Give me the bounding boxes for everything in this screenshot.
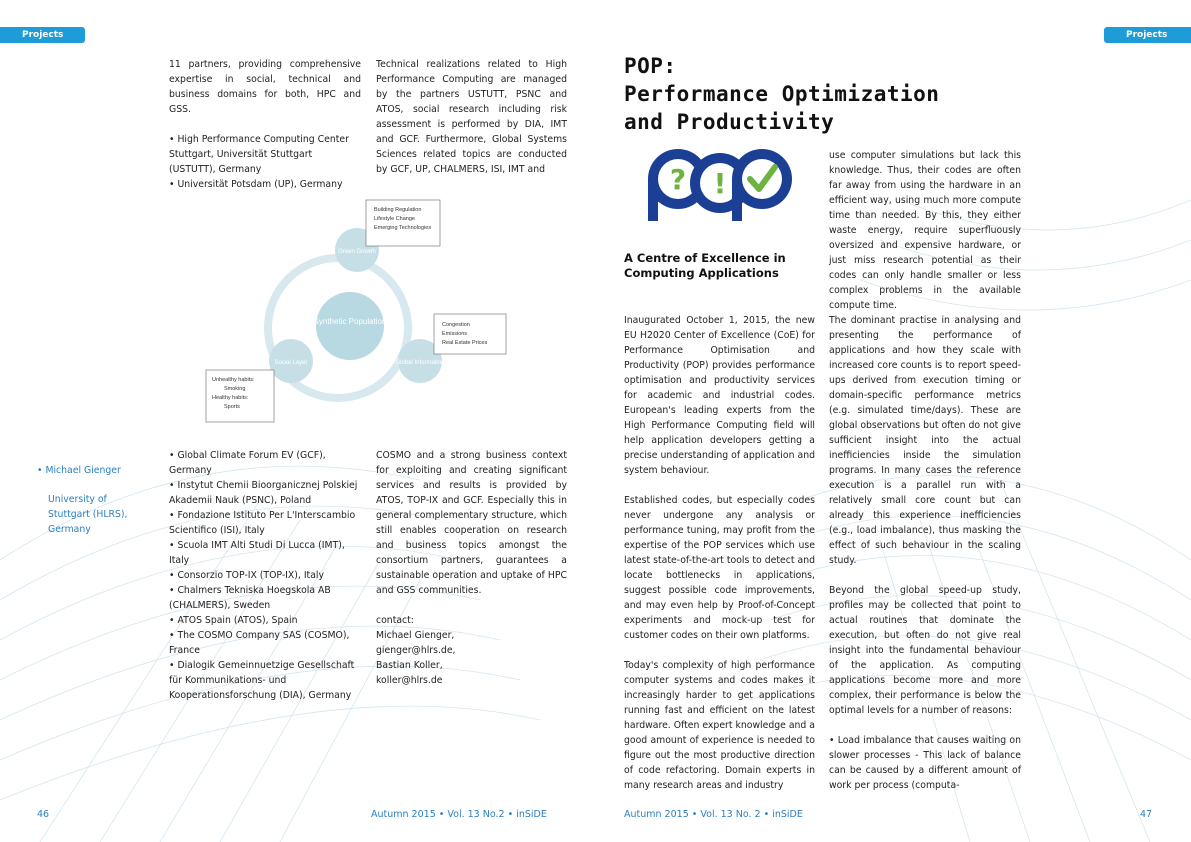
top-box-item: Emerging Technologies	[374, 225, 432, 231]
title-line: and Productivity	[624, 110, 835, 134]
article-subtitle	[624, 251, 786, 281]
right-box-item: Congestion	[442, 322, 470, 328]
list-item: • Load imbalance that causes waiting on slower processes - This lack of balance can be caused by a different amount of work per process (computa-	[829, 735, 1021, 791]
paragraph: Established codes, but especially codes never undergone any analysis or performance tuning, may profit from the expertise of the POP services which use latest state-of-the-art tools to detect and locate bottlenecks in applications, suggest possible code improvements, and may even help by Proof-of-Concept experiments and mock-up test for customer codes on their own platforms.	[624, 495, 815, 641]
left-box-item: Unhealthy habits:	[212, 377, 255, 383]
column-1-bottom	[169, 448, 361, 703]
top-box-item: Building Regulation	[374, 207, 422, 213]
author-affiliation: University of Stuttgart (HLRS), Germany	[48, 494, 128, 535]
exclamation-mark-icon: !	[713, 167, 727, 200]
contact-email[interactable]: gienger@hlrs.de,	[376, 645, 456, 656]
question-mark-icon: ?	[669, 163, 687, 196]
column-2-top	[376, 57, 567, 177]
subtitle-line: Computing Applications	[624, 266, 779, 280]
pop-logo	[640, 143, 800, 223]
paragraph: Beyond the global speed-up study, profiles may be collected that point to actual routines that dominate the execution, but often do not give real insight into the fundamental behaviour of the application. As computing applications become more and more complex, their performance is below the optimal levels for a number of reasons:	[829, 585, 1021, 716]
column-4-top	[829, 148, 1021, 313]
author-name: • Michael Gienger	[37, 465, 121, 476]
column-3	[624, 313, 815, 793]
contact-line: Bastian Koller,	[376, 660, 443, 671]
top-box-item: Lifestyle Change	[374, 216, 415, 222]
logo-p-stem-left	[648, 179, 658, 221]
list-item: • ATOS Spain (ATOS), Spain	[169, 615, 298, 626]
synthetic-population-diagram	[198, 196, 510, 428]
left-box-item: Sports	[224, 404, 240, 410]
right-node-label: Global Information	[395, 360, 445, 366]
contact-line: contact:	[376, 615, 414, 626]
issue-info-right: Autumn 2015 • Vol. 13 No. 2 • inSiDE	[624, 809, 803, 820]
list-item: • Instytut Chemii Bioorganicznej Polskiej Akademii Nauk (PSNC), Poland	[169, 480, 358, 506]
logo-p-stem-right	[732, 179, 742, 221]
subtitle-line: A Centre of Excellence in	[624, 251, 786, 265]
list-item: • Chalmers Tekniska Hoegskola AB (CHALMERS), Sweden	[169, 585, 331, 611]
issue-info-left: Autumn 2015 • Vol. 13 No.2 • inSiDE	[371, 809, 547, 820]
list-item: • Scuola IMT Alti Studi Di Lucca (IMT), Italy	[169, 540, 345, 566]
title-line: POP:	[624, 54, 677, 78]
list-item: • Fondazione Istituto Per L'Interscambio Scientifico (ISI), Italy	[169, 510, 356, 536]
paragraph: The dominant practise in analysing and presenting the performance of applications and how they scale with increased core counts is to report speed-ups derived from execution timing or domain-specific performance metrics (e.g. simulated time/days). These are global observations but often do not give sufficient insight into the actual inefficiencies inside the simulation programs. In many cases the reference execution is a parallel run with a relatively small core count but can already this experience inefficiencies (e.g., load imbalance), thus masking the effect of such behaviour in the scaling study.	[829, 315, 1021, 566]
paragraph: COSMO and a strong business context for exploiting and creating significant services and results is provided by ATOS, TOP-IX and GCF. Especially this in general complementary structure, which still enables cooperation on research and business topics amongst the consortium partners, guarantees a sustainable operation and uptake of HPC and GSS communities.	[376, 450, 567, 596]
title-line: Performance Optimization	[624, 82, 940, 106]
list-item: • Universität Potsdam (UP), Germany	[169, 179, 343, 190]
paragraph: Technical realizations related to High Performance Computing are managed by the partners USTUTT, PSNC and ATOS, social research including risk assessment is performed by DIA, IMT and GCF. Furthermore, Global Systems Sciences related topics are conducted by GCF, UP, CHALMERS, ISI, IMT and	[376, 59, 567, 175]
left-node-label: Social Layer	[274, 360, 308, 366]
page-number-right: 47	[1140, 809, 1153, 820]
section-tab-right: Projects	[1104, 27, 1191, 43]
center-node	[316, 292, 384, 360]
right-box-item: Emissions	[442, 331, 468, 337]
column-1-top	[169, 57, 361, 192]
top-node-label: Green Growth	[338, 249, 376, 255]
column-4	[829, 313, 1021, 793]
contact-line: Michael Gienger,	[376, 630, 455, 641]
list-item: • High Performance Computing Center Stuttgart, Universität Stuttgart (USTUTT), Germany	[169, 134, 349, 175]
column-2-bottom	[376, 448, 567, 688]
section-tab-left: Projects	[0, 27, 85, 43]
contact-email[interactable]: koller@hlrs.de	[376, 675, 443, 686]
list-item: • Dialogik Gemeinnuetzige Gesellschaft für Kommunikations- und Kooperationsforschung (DIA), Germany	[169, 660, 355, 701]
right-box-item: Real Estate Prices	[442, 340, 488, 346]
paragraph: use computer simulations but lack this knowledge. Thus, their codes are often far away from using the hardware in an efficient way, using much more compute time than needed. By this, they either waste energy, require superfluously oversized and expensive hardware, or just miss research potential as their codes can only handle smaller or less complex problems in the available compute time.	[829, 150, 1021, 311]
paragraph: 11 partners, providing comprehensive expertise in social, technical and business domains for both, HPC and GSS.	[169, 59, 361, 115]
page-number-left: 46	[37, 809, 50, 820]
list-item: • The COSMO Company SAS (COSMO), France	[169, 630, 350, 656]
left-box-item: Smoking	[224, 386, 246, 392]
list-item: • Consorzio TOP-IX (TOP-IX), Italy	[169, 570, 324, 581]
paragraph: Today's complexity of high performance computer systems and codes makes it increasingly harder to get applications running fast and efficient on the latest hardware. Often expert knowledge and a good amount of experience is needed to figure out the most productive direction of code refactoring. Domain experts in many research areas and industry	[624, 660, 815, 791]
article-title	[624, 52, 939, 136]
left-box-item: Healthy habits:	[212, 395, 249, 401]
paragraph: Inaugurated October 1, 2015, the new EU H2020 Center of Excellence (CoE) for Performance Optimisation and Productivity (POP) provides performance optimisation and productivity services for academic and industrial codes. European's leading experts from the High Performance Computing field will help application developers getting a precise understanding of application and system behaviour.	[624, 315, 815, 476]
center-node-label: Synthetic Population	[313, 317, 387, 326]
list-item: • Global Climate Forum EV (GCF), Germany	[169, 450, 326, 476]
